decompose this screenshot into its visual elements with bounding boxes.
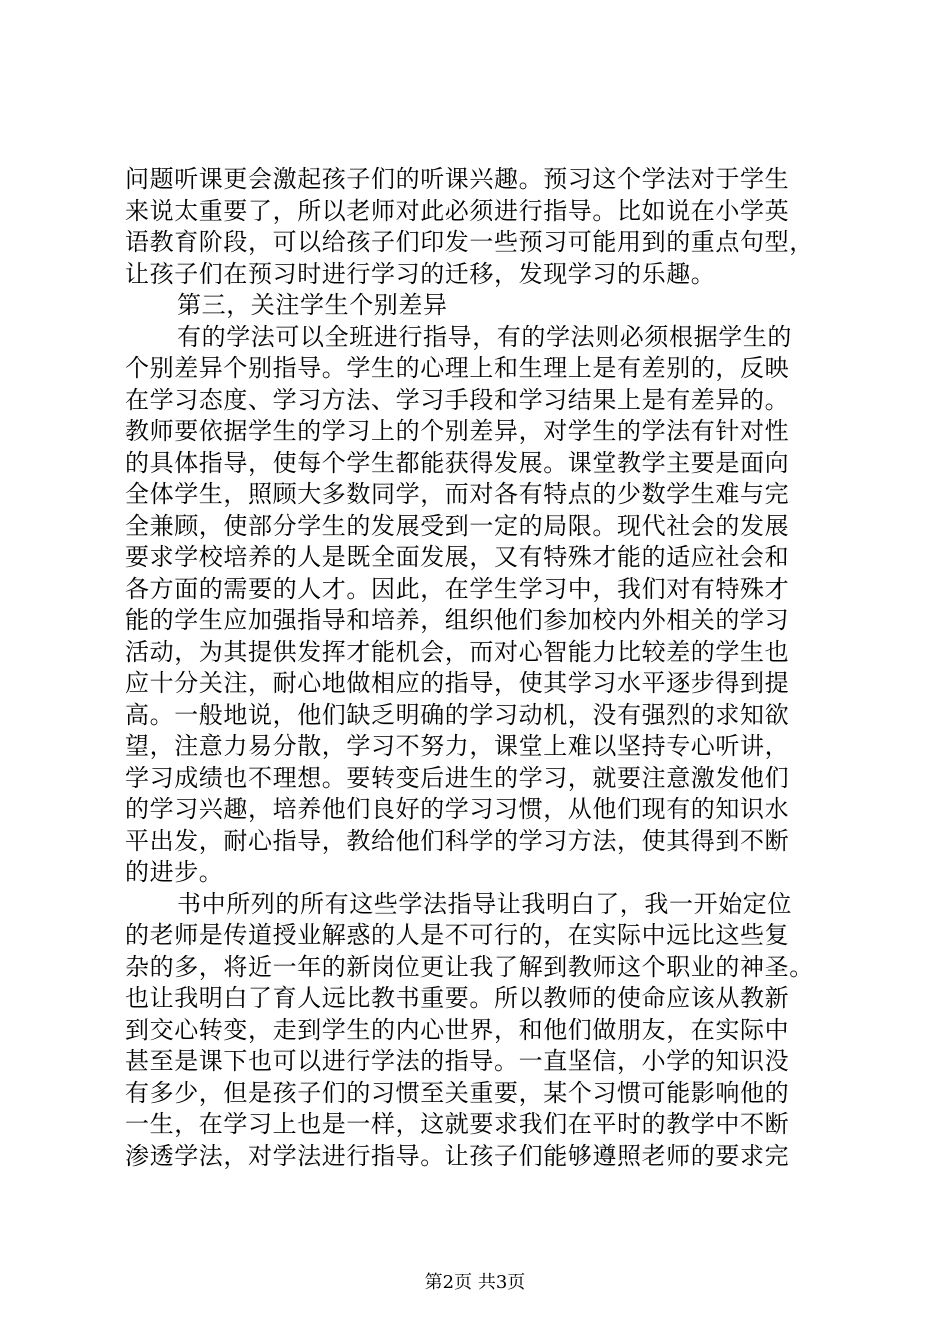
paragraph xyxy=(125,290,845,322)
text-line: 一生，在学习上也是一样，这就要求我们在平时的教学中不断 xyxy=(125,1110,790,1138)
text-line: 第三，关注学生个别差异 xyxy=(177,291,448,319)
paragraph xyxy=(125,164,845,290)
text-line: 到交心转变，走到学生的内心世界，和他们做朋友，在实际中 xyxy=(125,1015,790,1044)
text-line: 问题听课更会激起孩子们的听课兴趣。预习这个学法对于学生 xyxy=(125,165,790,193)
text-line: 个别差异个别指导。学生的心理上和生理上是有差别的，反映 xyxy=(125,354,790,382)
page-footer: 第2页 共3页 xyxy=(424,1272,526,1293)
text-line: 各方面的需要的人才。因此，在学生学习中，我们对有特殊才 xyxy=(125,574,790,603)
text-line: 的进步。 xyxy=(125,858,224,886)
text-line: 有的学法可以全班进行指导，有的学法则必须根据学生的 xyxy=(177,322,792,351)
text-line: 渗透学法，对学法进行指导。让孩子们能够遵照老师的要求完 xyxy=(125,1141,790,1170)
text-line: 平出发，耐心指导，教给他们科学的学习方法，使其得到不断 xyxy=(125,826,790,855)
text-line: 望，注意力易分散，学习不努力，课堂上难以坚持专心听讲， xyxy=(125,732,790,760)
text-line: 的具体指导，使每个学生都能获得发展。课堂教学主要是面向 xyxy=(125,448,790,477)
text-line: 应十分关注，耐心地做相应的指导，使其学习水平逐步得到提 xyxy=(125,669,790,697)
text-line: 甚至是课下也可以进行学法的指导。一直坚信，小学的知识没 xyxy=(125,1047,790,1075)
paragraph xyxy=(125,322,845,889)
text-line: 活动，为其提供发挥才能机会，而对心智能力比较差的学生也 xyxy=(125,637,790,666)
text-line: 全兼顾，使部分学生的发展受到一定的局限。现代社会的发展 xyxy=(125,511,790,540)
text-line: 高。一般地说，他们缺乏明确的学习动机，没有强烈的求知欲 xyxy=(125,700,790,729)
text-line: 教师要依据学生的学习上的个别差异，对学生的学法有针对性 xyxy=(125,417,790,445)
text-line: 学习成绩也不理想。要转变后进生的学习，就要注意激发他们 xyxy=(125,763,790,792)
text-line: 来说太重要了，所以老师对此必须进行指导。比如说在小学英 xyxy=(125,196,790,225)
text-line: 能的学生应加强指导和培养，组织他们参加校内外相关的学习 xyxy=(125,606,790,634)
text-line: 让孩子们在预习时进行学习的迁移，发现学习的乐趣。 xyxy=(125,259,716,288)
text-line: 书中所列的所有这些学法指导让我明白了，我一开始定位 xyxy=(177,889,792,918)
text-line: 全体学生，照顾大多数同学，而对各有特点的少数学生难与完 xyxy=(125,480,790,508)
text-line: 也让我明白了育人远比教书重要。所以教师的使命应该从教新 xyxy=(125,984,790,1012)
document-body xyxy=(125,164,845,1172)
text-line: 要求学校培养的人是既全面发展，又有特殊才能的适应社会和 xyxy=(125,543,790,571)
paragraph xyxy=(125,889,845,1173)
text-line: 有多少，但是孩子们的习惯至关重要，某个习惯可能影响他的 xyxy=(125,1078,790,1107)
text-line: 语教育阶段，可以给孩子们印发一些预习可能用到的重点句型， xyxy=(125,228,814,256)
text-line: 杂的多，将近一年的新岗位更让我了解到教师这个职业的神圣。 xyxy=(125,952,814,981)
text-line: 的学习兴趣，培养他们良好的学习习惯，从他们现有的知识水 xyxy=(125,795,790,823)
text-line: 的老师是传道授业解惑的人是不可行的，在实际中远比这些复 xyxy=(125,921,790,949)
text-line: 在学习态度、学习方法、学习手段和学习结果上是有差异的。 xyxy=(125,385,790,414)
